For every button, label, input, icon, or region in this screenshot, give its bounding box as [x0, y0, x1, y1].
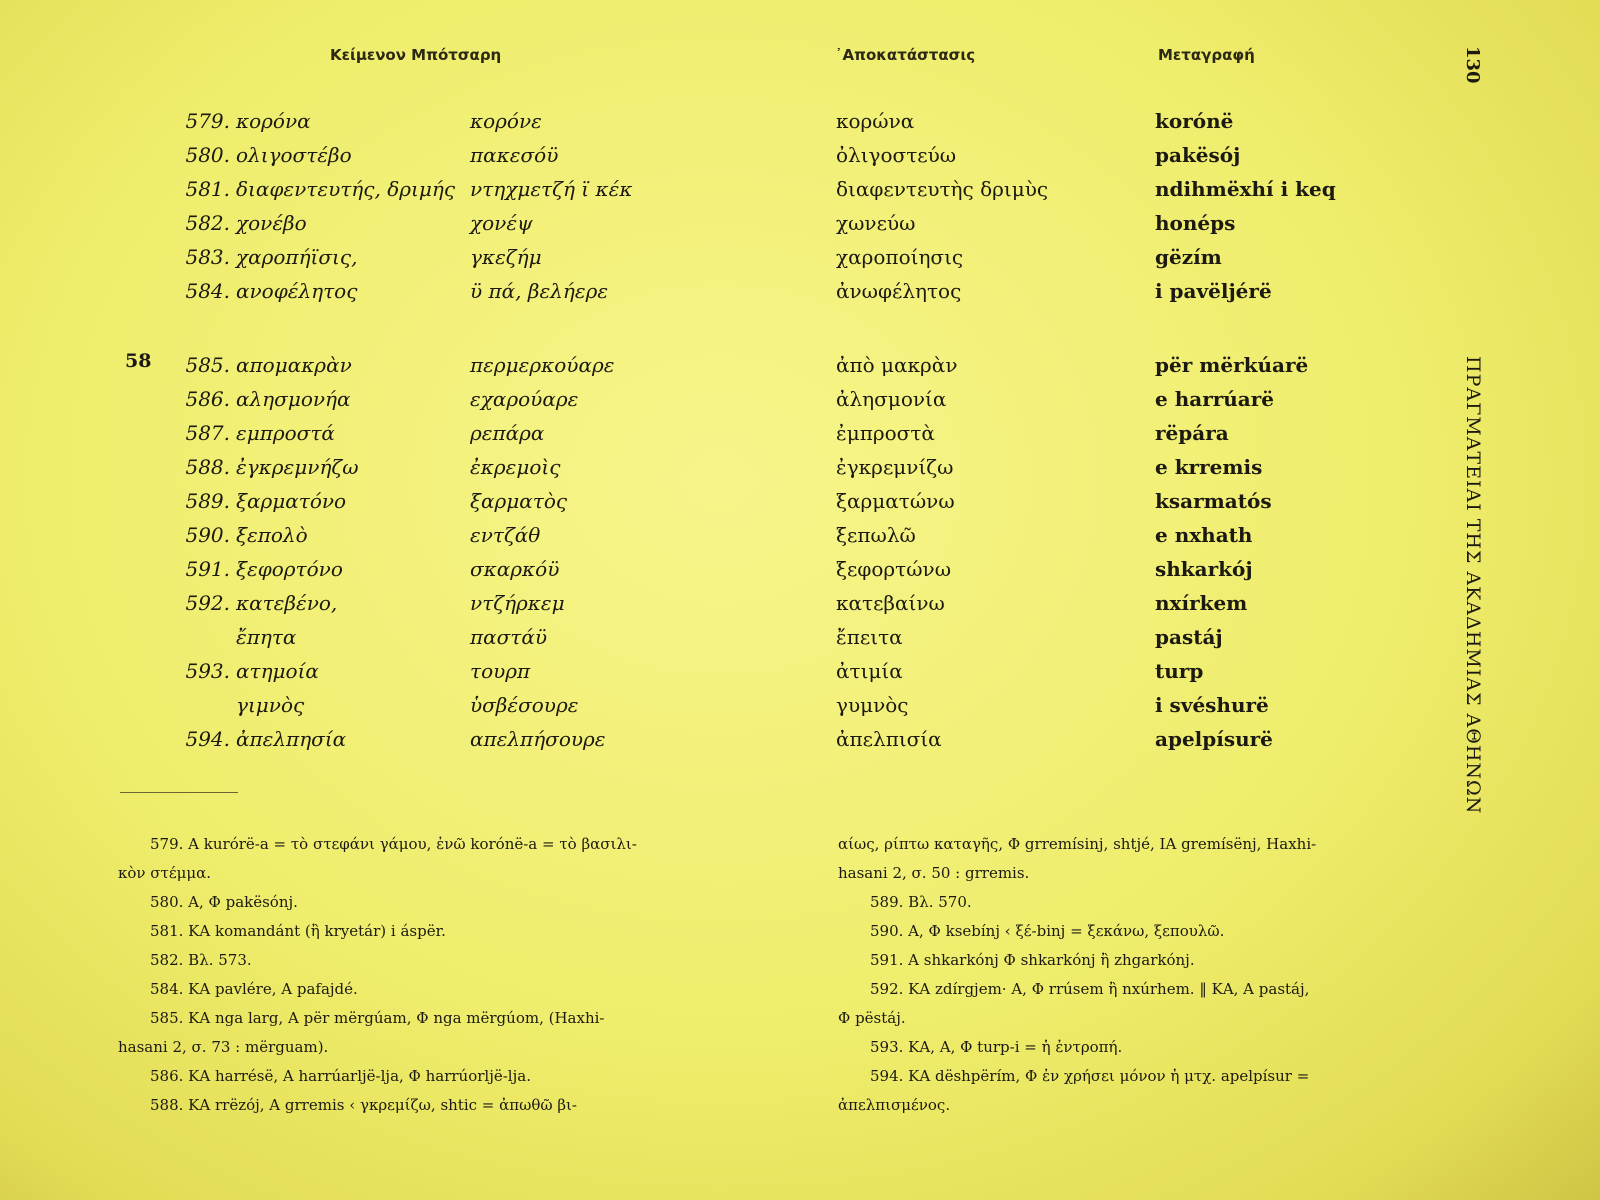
entry-number: 579.: [185, 109, 230, 133]
entry-number: 582.: [185, 211, 230, 235]
footnote-line: 585. ΚΑ nga larg, Α për mërgúam, Φ nga mërgúom, (Haxhi-: [150, 1009, 605, 1027]
entry-number: 586.: [185, 387, 230, 411]
entry-albanian-greek: κορόνε: [470, 109, 542, 133]
footnote-line: 586. ΚΑ harrésë, Α harrúarljë-lja, Φ harrúorljë-lja.: [150, 1067, 531, 1085]
word-entry: [0, 722, 1440, 756]
entry-restoration: ἀπελπισία: [836, 727, 942, 751]
word-entry: [0, 172, 1440, 206]
footnote-line: Φ pëstáj.: [838, 1009, 906, 1027]
footnote-line: 581. ΚΑ komandánt (ἢ kryetár) i áspër.: [150, 922, 446, 940]
entry-restoration: ξεφορτώνω: [836, 557, 952, 581]
entry-transcription: e nxhath: [1155, 523, 1253, 547]
entry-transcription: korónë: [1155, 109, 1234, 133]
entry-transcription: e krremis: [1155, 455, 1263, 479]
entry-transcription: shkarkój: [1155, 557, 1253, 581]
entry-transcription: i svéshurë: [1155, 693, 1269, 717]
entry-number: 583.: [185, 245, 230, 269]
entry-albanian-greek: εχαρούαρε: [470, 387, 579, 411]
entry-original: διαφεντευτής, δριμής: [236, 177, 456, 201]
entry-restoration: ὀλιγοστεύω: [836, 143, 957, 167]
entry-original: ξαρματόνο: [236, 489, 347, 513]
column-header-restoration: ᾿Αποκατάστασις: [835, 46, 976, 64]
footnote-line: 584. ΚΑ pavlére, Α pafajdé.: [150, 980, 358, 998]
entry-original: ἔπητα: [236, 625, 297, 649]
entry-restoration: χαροποίησις: [836, 245, 964, 269]
footnote-line: κὸν στέμμα.: [118, 864, 211, 882]
footnote-line: 594. ΚΑ dëshpërím, Φ ἐν χρήσει μόνον ἡ μτχ. apelpísur =: [870, 1067, 1310, 1085]
entry-transcription: për mërkúarë: [1155, 353, 1309, 377]
entry-albanian-greek: γκεζήμ: [470, 245, 542, 269]
entry-albanian-greek: ξαρματὸς: [470, 489, 568, 513]
word-entry: [0, 240, 1440, 274]
word-entry: [0, 416, 1440, 450]
entry-number: 590.: [185, 523, 230, 547]
entry-original: κατεβένο,: [236, 591, 338, 615]
entry-transcription: turp: [1155, 659, 1204, 683]
entry-original: απομακρὰν: [236, 353, 352, 377]
entry-restoration: ἀτιμία: [836, 659, 903, 683]
footnote-separator: [120, 792, 238, 793]
entry-albanian-greek: ϋ πά, βελήερε: [470, 279, 609, 303]
word-entry: [0, 382, 1440, 416]
entry-transcription: ksarmatós: [1155, 489, 1272, 513]
footnotes-right-column: [838, 830, 1438, 1120]
entry-restoration: ἀλησμονία: [836, 387, 947, 411]
entry-restoration: διαφεντευτὴς δριμὺς: [836, 177, 1049, 201]
entry-restoration: κατεβαίνω: [836, 591, 945, 615]
entry-transcription: ndihmëxhí i keq: [1155, 177, 1336, 201]
entry-transcription: pakësój: [1155, 143, 1241, 167]
word-entry: [0, 654, 1440, 688]
entry-transcription: gëzím: [1155, 245, 1222, 269]
footnotes-left-column: [118, 830, 718, 1120]
entry-original: ἐγκρεμνήζω: [236, 455, 359, 479]
entry-original: ξεφορτόνο: [236, 557, 343, 581]
entry-albanian-greek: ντηχμετζή ϊ κέκ: [470, 177, 633, 201]
entry-transcription: pastáj: [1155, 625, 1223, 649]
entry-number: 592.: [185, 591, 230, 615]
entry-albanian-greek: ντζήρκεμ: [470, 591, 565, 615]
running-head: ΠΡΑΓΜΑΤΕΙΑΙ ΤΗΣ ΑΚΑΔΗΜΙΑΣ ΑΘΗΝΩΝ: [1462, 356, 1484, 815]
word-entry: [0, 552, 1440, 586]
entry-albanian-greek: περμερκούαρε: [470, 353, 615, 377]
footnote-line: 591. Α shkarkónj Φ shkarkónj ἢ zhgarkónj.: [870, 951, 1195, 969]
footnote-line: ἀπελπισμένος.: [838, 1096, 951, 1114]
entry-transcription: e harrúarë: [1155, 387, 1275, 411]
entry-number: 594.: [185, 727, 230, 751]
entry-original: αλησμονήα: [236, 387, 351, 411]
footnote-line: 590. Α, Φ ksebínj ‹ ξέ-binj = ξεκάνω, ξεπουλῶ.: [870, 922, 1225, 940]
entry-original: κορόνα: [236, 109, 311, 133]
entry-albanian-greek: ρεπάρα: [470, 421, 545, 445]
word-entry: [0, 104, 1440, 138]
entry-albanian-greek: ἐκρεμοὶς: [470, 455, 561, 479]
word-entry: [0, 518, 1440, 552]
footnote-line: hasani 2, σ. 50 : grremis.: [838, 864, 1030, 882]
word-entry: [0, 484, 1440, 518]
entry-restoration: ἀπὸ μακρὰν: [836, 353, 958, 377]
entry-original: χαροπήϊσις,: [236, 245, 358, 269]
entry-albanian-greek: τουρπ: [470, 659, 531, 683]
footnote-line: 588. ΚΑ rrëzój, Α grremis ‹ γκρεμίζω, shtic = ἀπωθῶ βι-: [150, 1096, 578, 1114]
entry-original: ολιγοστέβο: [236, 143, 352, 167]
margin-page-mark: 58: [125, 350, 152, 372]
entry-transcription: i pavëljérë: [1155, 279, 1272, 303]
word-entry: [0, 620, 1440, 654]
entry-albanian-greek: σκαρκόϋ: [470, 557, 560, 581]
entry-restoration: ἔπειτα: [836, 625, 903, 649]
entry-restoration: ἐγκρεμνίζω: [836, 455, 954, 479]
page-number: 130: [1462, 46, 1483, 84]
entry-albanian-greek: απελπήσουρε: [470, 727, 606, 751]
entry-number: 580.: [185, 143, 230, 167]
entry-number: 591.: [185, 557, 230, 581]
word-entry: [0, 586, 1440, 620]
footnote-line: 582. Βλ. 573.: [150, 951, 252, 969]
entry-transcription: rëpára: [1155, 421, 1229, 445]
column-header-botsaris-text: Κείμενον Μπότσαρη: [330, 46, 502, 64]
word-entry: [0, 450, 1440, 484]
entry-restoration: χωνεύω: [836, 211, 916, 235]
word-entry: [0, 274, 1440, 308]
entry-number: 589.: [185, 489, 230, 513]
entry-number: 584.: [185, 279, 230, 303]
entry-number: 581.: [185, 177, 230, 201]
entry-albanian-greek: πακεσόϋ: [470, 143, 559, 167]
entry-restoration: γυμνὸς: [836, 693, 909, 717]
entry-original: ξεπολὸ: [236, 523, 308, 547]
entry-transcription: apelpísurë: [1155, 727, 1273, 751]
entry-restoration: ἀνωφέλητος: [836, 279, 962, 303]
entry-albanian-greek: ὑσβέσουρε: [470, 693, 579, 717]
footnote-line: 592. ΚΑ zdírgjem· Α, Φ rrúsem ἢ nxúrhem. ‖ ΚΑ, Α pastáj,: [870, 980, 1310, 998]
entry-original: ανοφέλητος: [236, 279, 358, 303]
entry-albanian-greek: χονέψ: [470, 211, 533, 235]
entry-number: 588.: [185, 455, 230, 479]
entry-number: 585.: [185, 353, 230, 377]
footnote-line: 593. ΚΑ, Α, Φ turp-i = ἡ ἐντροπή.: [870, 1038, 1123, 1056]
entry-albanian-greek: παστάϋ: [470, 625, 548, 649]
footnote-line: 579. Α kurórë-a = τὸ στεφάνι γάμου, ἐνῶ korónë-a = τὸ βασιλι-: [150, 835, 637, 853]
word-entry: [0, 348, 1440, 382]
entry-restoration: ξεπωλῶ: [836, 523, 916, 547]
footnote-line: 580. Α, Φ pakësónj.: [150, 893, 298, 911]
footnote-line: 589. Βλ. 570.: [870, 893, 972, 911]
column-header-transcription: Μεταγραφή: [1158, 46, 1255, 64]
entry-number: 593.: [185, 659, 230, 683]
entry-original: ατημοία: [236, 659, 319, 683]
entry-transcription: nxírkem: [1155, 591, 1248, 615]
entry-original: χονέβο: [236, 211, 307, 235]
footnote-line: hasani 2, σ. 73 : mërguam).: [118, 1038, 329, 1056]
entry-restoration: ἐμπροστὰ: [836, 421, 935, 445]
entry-transcription: honéps: [1155, 211, 1236, 235]
word-entry: [0, 138, 1440, 172]
word-entry: [0, 688, 1440, 722]
entry-albanian-greek: εντζάθ: [470, 523, 541, 547]
entry-number: 587.: [185, 421, 230, 445]
entry-restoration: κορώνα: [836, 109, 915, 133]
footnote-line: αίως, ρίπτω καταγῆς, Φ grremísinj, shtjé, ΙΑ gremísënj, Haxhi-: [838, 835, 1317, 853]
entry-original: γιμνὸς: [236, 693, 305, 717]
entry-restoration: ξαρματώνω: [836, 489, 955, 513]
entry-original: εμπροστά: [236, 421, 335, 445]
word-entry: [0, 206, 1440, 240]
entry-original: ἀπελπησία: [236, 727, 347, 751]
